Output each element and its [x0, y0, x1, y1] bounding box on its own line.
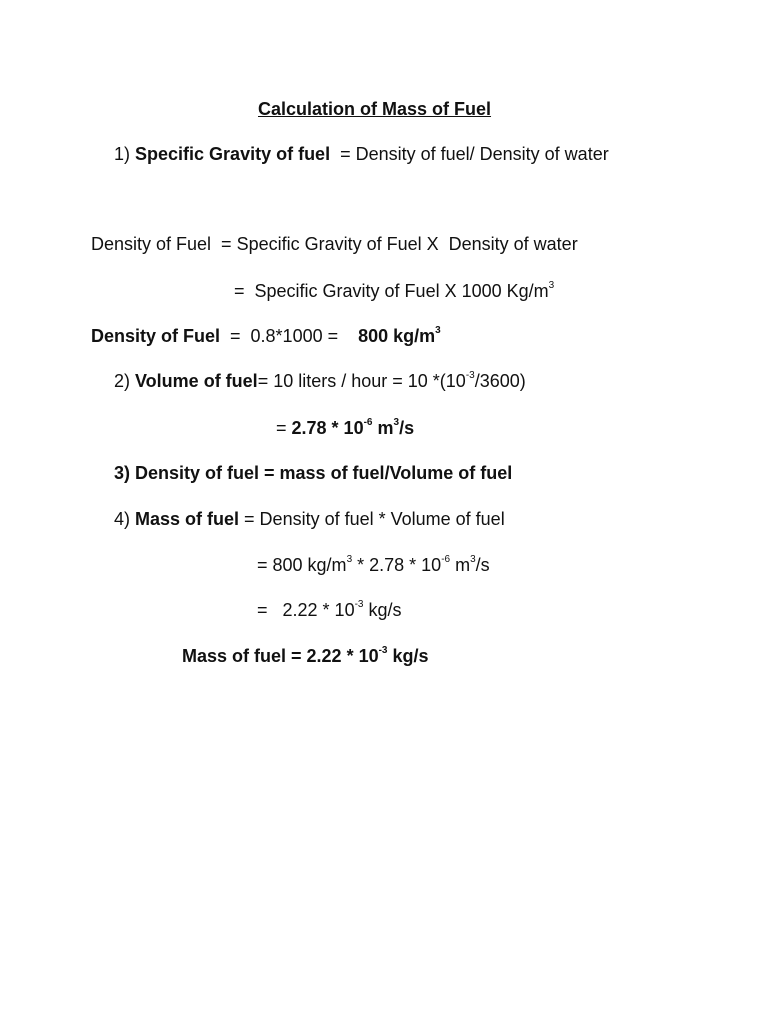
step4-line2-sup3: 3: [470, 554, 476, 565]
step4-line3: [257, 599, 402, 621]
step4-line2-a: = 800 kg/m: [257, 555, 347, 575]
density-formula-line1: [91, 233, 578, 255]
step2-term: Volume of fuel: [135, 371, 258, 391]
density-result-label: Density of Fuel: [91, 326, 221, 346]
step2-result-sup1: -6: [363, 417, 373, 428]
step3-text: 3) Density of fuel = mass of fuel/Volume of fuel: [114, 463, 513, 483]
density-formula-line2-text: = Specific Gravity of Fuel X 1000 Kg/m: [234, 281, 549, 301]
density-result-calc: = 0.8*1000 =: [220, 326, 359, 346]
step4-line2-b: * 2.78 * 10: [352, 555, 442, 575]
final-result-a: Mass of fuel = 2.22 * 10: [182, 646, 379, 666]
final-result-sup: -3: [378, 645, 388, 656]
step2-result-eq: =: [276, 418, 292, 438]
final-result-line: [182, 645, 429, 667]
step1-rhs: = Density of fuel/ Density of water: [330, 144, 609, 164]
step4-line3-sup: -3: [354, 599, 364, 610]
step2-rhs-a: = 10 liters / hour = 10 *(10: [257, 371, 466, 391]
page-title: [258, 98, 491, 120]
step4-line: [114, 508, 505, 530]
step2-result-sup2: 3: [393, 417, 400, 428]
step4-term: Mass of fuel: [135, 509, 240, 529]
step2-result-a: 2.78 * 10: [291, 418, 364, 438]
step2-result-c: /s: [399, 418, 415, 438]
step2-rhs-sup: -3: [465, 370, 475, 381]
step4-line2-sup2: -6: [441, 554, 451, 565]
step4-line2-c: m: [450, 555, 471, 575]
step4-line2-d: /s: [475, 555, 490, 575]
step1-term: Specific Gravity of fuel: [135, 144, 331, 164]
step2-result-b: m: [372, 418, 394, 438]
final-result-b: kg/s: [387, 646, 429, 666]
step4-line2-sup1: 3: [346, 554, 353, 565]
density-result-sup: 3: [435, 325, 441, 336]
step1-line: [114, 143, 609, 165]
density-result-line: [91, 325, 441, 347]
step4-line3-a: = 2.22 * 10: [257, 600, 355, 620]
step4-line2: [257, 554, 490, 576]
step4-line3-b: kg/s: [363, 600, 402, 620]
density-formula-line1-text: Density of Fuel = Specific Gravity of Fuel X Density of water: [91, 234, 578, 254]
step2-number: 2): [114, 371, 136, 391]
step4-rhs: = Density of fuel * Volume of fuel: [239, 509, 505, 529]
title-text: Calculation of Mass of Fuel: [258, 99, 492, 119]
step1-number: 1): [114, 144, 136, 164]
density-result-value: 800 kg/m: [358, 326, 436, 346]
density-formula-line2: [234, 280, 554, 302]
step2-result-line: [276, 417, 414, 439]
step2-line: [114, 370, 526, 392]
step2-rhs-b: /3600): [474, 371, 526, 391]
step4-number: 4): [114, 509, 136, 529]
step3-line: [114, 462, 512, 484]
density-formula-line2-sup: 3: [548, 280, 555, 291]
